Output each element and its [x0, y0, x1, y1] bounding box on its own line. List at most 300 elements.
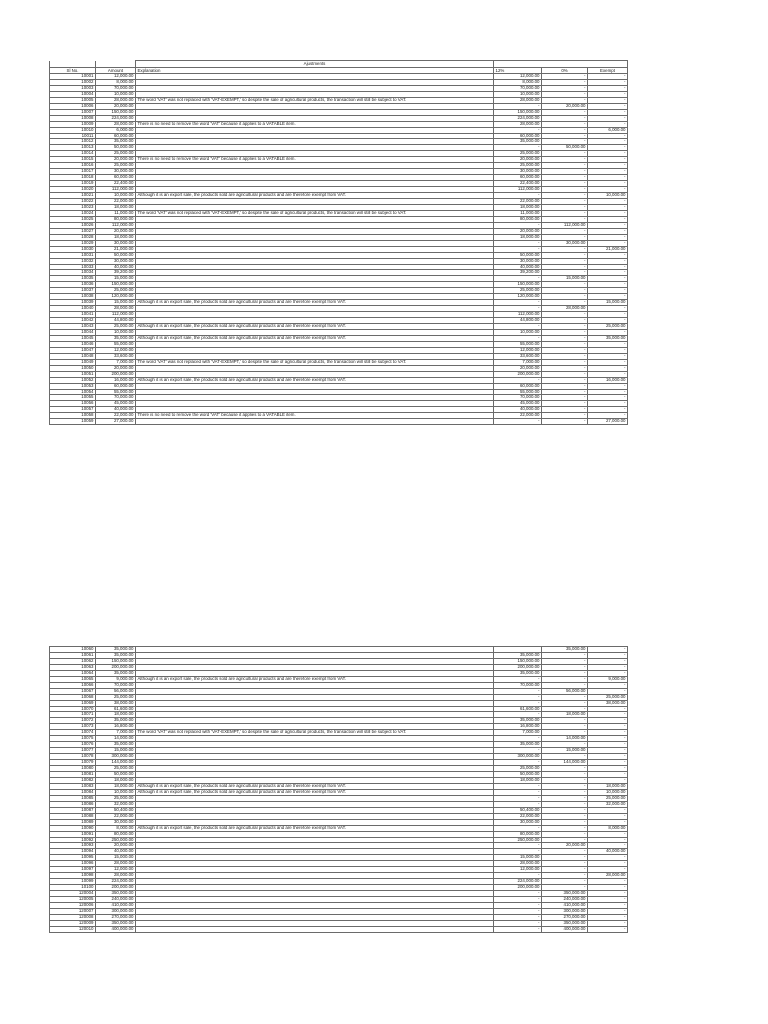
amount-cell: 44,800.00 [96, 318, 136, 324]
amount-cell: 22,000.00 [96, 199, 136, 205]
sl-no-cell: 10021 [50, 193, 96, 199]
exempt-cell: - [588, 902, 628, 908]
exempt-cell: - [588, 91, 628, 97]
zero-rated-cell: 50,000.00 [542, 145, 588, 151]
explanation-cell [136, 926, 494, 932]
amount-cell: 18,000.00 [96, 712, 136, 718]
vat12-cell: - [494, 897, 542, 903]
zero-rated-cell: - [542, 879, 588, 885]
amount-cell: 144,000.00 [96, 760, 136, 766]
sl-no-cell: 10077 [50, 748, 96, 754]
amount-cell: 35,000.00 [96, 652, 136, 658]
sl-no-cell: 120005 [50, 897, 96, 903]
vat12-cell: - [494, 694, 542, 700]
zero-rated-cell: - [542, 855, 588, 861]
exempt-cell: - [588, 742, 628, 748]
amount-cell: 300,000.00 [96, 908, 136, 914]
zero-rated-cell: - [542, 383, 588, 389]
exempt-cell: - [588, 371, 628, 377]
zero-rated-cell: - [542, 210, 588, 216]
amount-cell: 30,000.00 [96, 169, 136, 175]
exempt-cell: - [588, 264, 628, 270]
table-row [50, 926, 628, 932]
amount-cell: 28,000.00 [96, 873, 136, 879]
zero-rated-cell: - [542, 789, 588, 795]
zero-rated-cell: - [542, 783, 588, 789]
vat12-cell: - [494, 902, 542, 908]
zero-rated-cell: 56,000.00 [542, 688, 588, 694]
amount-cell: 11,000.00 [96, 210, 136, 216]
sl-no-cell: 10051 [50, 371, 96, 377]
amount-cell: 15,000.00 [96, 276, 136, 282]
sl-no-cell: 10088 [50, 813, 96, 819]
amount-cell: 27,000.00 [96, 419, 136, 425]
amount-cell: 12,000.00 [96, 347, 136, 353]
zero-rated-cell: - [542, 300, 588, 306]
exempt-cell: - [588, 151, 628, 157]
sl-no-cell: 10002 [50, 79, 96, 85]
exempt-cell: - [588, 772, 628, 778]
zero-rated-cell: - [542, 85, 588, 91]
amount-cell: 35,000.00 [96, 742, 136, 748]
zero-rated-cell: - [542, 389, 588, 395]
sl-no-cell: 10007 [50, 109, 96, 115]
sl-no-cell: 10070 [50, 706, 96, 712]
sl-no-cell: 10003 [50, 85, 96, 91]
zero-rated-cell: - [542, 312, 588, 318]
zero-rated-cell: - [542, 359, 588, 365]
sl-no-cell: 10039 [50, 300, 96, 306]
zero-rated-cell: - [542, 700, 588, 706]
vat12-cell: 35,000.00 [494, 652, 542, 658]
zero-rated-cell: 350,000.00 [542, 891, 588, 897]
vat12-cell: 150,000.00 [494, 282, 542, 288]
exempt-cell: - [588, 216, 628, 222]
amount-header: Amount [96, 67, 136, 74]
vat12-cell: 10,000.00 [494, 91, 542, 97]
sl-no-cell: 10036 [50, 282, 96, 288]
vat12-cell: - [494, 306, 542, 312]
explanation-cell: There is no need to remove the word 'VAT' because it applies to a VATABLE item. [136, 121, 494, 127]
exempt-cell: - [588, 760, 628, 766]
zero-rated-cell: - [542, 867, 588, 873]
exempt-cell: - [588, 294, 628, 300]
sl-no-cell: 10013 [50, 145, 96, 151]
zero-rated-cell: - [542, 819, 588, 825]
zero-rated-cell: - [542, 74, 588, 80]
adjustments-table-top [49, 60, 628, 425]
vat12-cell: - [494, 908, 542, 914]
amount-cell: 50,400.00 [96, 807, 136, 813]
exempt-cell: - [588, 766, 628, 772]
sl-no-cell: 10022 [50, 199, 96, 205]
amount-cell: 18,000.00 [96, 204, 136, 210]
sl-no-cell: 10028 [50, 234, 96, 240]
vat12-cell: - [494, 145, 542, 151]
zero-rated-cell: 30,000.00 [542, 240, 588, 246]
exempt-cell: - [588, 670, 628, 676]
amount-cell: 80,000.00 [96, 216, 136, 222]
zero-rated-cell: - [542, 157, 588, 163]
exempt-cell: - [588, 730, 628, 736]
sl-no-cell: 10100 [50, 885, 96, 891]
exempt-cell: 16,000.00 [588, 377, 628, 383]
vat12-cell: - [494, 300, 542, 306]
zero-rated-cell: 270,000.00 [542, 914, 588, 920]
sl-no-cell: 10038 [50, 294, 96, 300]
amount-cell: 14,000.00 [96, 736, 136, 742]
amount-cell: 39,200.00 [96, 270, 136, 276]
exempt-cell: - [588, 85, 628, 91]
exempt-cell: - [588, 706, 628, 712]
zero-rated-cell: - [542, 139, 588, 145]
amount-cell: 40,000.00 [96, 407, 136, 413]
vat12-cell: 55,000.00 [494, 341, 542, 347]
vat12-cell: 61,600.00 [494, 706, 542, 712]
explanation-cell: There is no need to remove the word 'VAT' because it applies to a VATABLE item. [136, 413, 494, 419]
vat12-cell: 35,000.00 [494, 139, 542, 145]
vat12-cell: 224,000.00 [494, 879, 542, 885]
zero-rated-cell: - [542, 187, 588, 193]
vat12-cell: 39,200.00 [494, 270, 542, 276]
zero-rated-cell: - [542, 264, 588, 270]
zero-rated-cell: - [542, 151, 588, 157]
sl-no-cell: 120008 [50, 914, 96, 920]
exempt-cell: - [588, 258, 628, 264]
sl-no-cell: 10060 [50, 647, 96, 653]
sl-no-cell: 10025 [50, 216, 96, 222]
exempt-cell: - [588, 359, 628, 365]
amount-cell: 112,000.00 [96, 222, 136, 228]
zero-rated-cell: - [542, 664, 588, 670]
vat12-cell: 40,000.00 [494, 407, 542, 413]
vat12-cell: - [494, 700, 542, 706]
zero-rated-cell: - [542, 347, 588, 353]
vat12-cell: 8,000.00 [494, 79, 542, 85]
sl-no-cell: 10096 [50, 861, 96, 867]
vat12-cell: - [494, 377, 542, 383]
vat12-cell: - [494, 789, 542, 795]
sl-no-cell: 10031 [50, 252, 96, 258]
amount-cell: 30,000.00 [96, 258, 136, 264]
sl-no-cell: 10004 [50, 91, 96, 97]
sl-no-cell: 10081 [50, 772, 96, 778]
zero-rated-cell: - [542, 795, 588, 801]
amount-cell: 15,000.00 [96, 300, 136, 306]
exempt-cell: - [588, 718, 628, 724]
amount-cell: 60,000.00 [96, 383, 136, 389]
exempt-cell: - [588, 777, 628, 783]
exempt-cell: - [588, 133, 628, 139]
sl-no-cell: 120007 [50, 908, 96, 914]
sl-no-cell: 10057 [50, 407, 96, 413]
amount-cell: 50,000.00 [96, 252, 136, 258]
vat12-cell: 112,000.00 [494, 312, 542, 318]
amount-cell: 20,000.00 [96, 157, 136, 163]
vat12-cell: 11,000.00 [494, 210, 542, 216]
exempt-cell: - [588, 879, 628, 885]
zero-rated-cell: - [542, 395, 588, 401]
amount-cell: 300,000.00 [96, 754, 136, 760]
sl-no-cell: 10059 [50, 419, 96, 425]
sl-no-cell: 10074 [50, 730, 96, 736]
exempt-cell: - [588, 276, 628, 282]
zero-rated-cell: - [542, 79, 588, 85]
vat12-cell: 40,000.00 [494, 264, 542, 270]
exempt-cell: - [588, 282, 628, 288]
exempt-cell: 6,000.00 [588, 127, 628, 133]
vat12-cell: - [494, 246, 542, 252]
amount-cell: 28,000.00 [96, 306, 136, 312]
zero-rated-cell: - [542, 807, 588, 813]
amount-cell: 10,000.00 [96, 329, 136, 335]
explanation-cell: The word 'VAT' was not replaced with 'VAT-EXEMPT,' so despite the sale of agricultural products, the transaction will still be subject to VAT. [136, 210, 494, 216]
zero-rated-cell: - [542, 193, 588, 199]
amount-cell: 22,000.00 [96, 813, 136, 819]
zero-rated-cell: - [542, 169, 588, 175]
vat12-cell: 60,000.00 [494, 175, 542, 181]
vat12-cell: 22,400.00 [494, 181, 542, 187]
exempt-cell: - [588, 395, 628, 401]
zero-rated-cell: - [542, 676, 588, 682]
sl-no-cell: 10040 [50, 306, 96, 312]
zero-rated-cell: 112,000.00 [542, 222, 588, 228]
vat12-cell: 150,000.00 [494, 109, 542, 115]
zero-rated-cell: - [542, 163, 588, 169]
zero-rated-cell: - [542, 127, 588, 133]
exempt-cell: - [588, 908, 628, 914]
sl-no-cell: 10012 [50, 139, 96, 145]
vat12-cell: - [494, 783, 542, 789]
vat12-cell: 70,000.00 [494, 85, 542, 91]
amount-cell: 30,000.00 [96, 240, 136, 246]
sl-no-cell: 10017 [50, 169, 96, 175]
sl-no-cell: 10073 [50, 724, 96, 730]
sl-no-cell: 10056 [50, 401, 96, 407]
vat12-cell: - [494, 825, 542, 831]
amount-cell: 70,000.00 [96, 395, 136, 401]
amount-cell: 25,000.00 [96, 324, 136, 330]
sl-no-cell: 10058 [50, 413, 96, 419]
vat12-cell: 30,000.00 [494, 169, 542, 175]
vat12-cell: - [494, 891, 542, 897]
zero-rated-cell: - [542, 365, 588, 371]
exempt-cell: - [588, 861, 628, 867]
sl-no-cell: 10069 [50, 700, 96, 706]
amount-cell: 120,000.00 [96, 294, 136, 300]
exempt-cell: - [588, 270, 628, 276]
sl-no-cell: 10035 [50, 276, 96, 282]
amount-cell: 60,000.00 [96, 133, 136, 139]
sl-no-cell: 10071 [50, 712, 96, 718]
sl-no-cell: 10024 [50, 210, 96, 216]
amount-cell: 25,000.00 [96, 694, 136, 700]
exempt-cell: 15,000.00 [588, 300, 628, 306]
zero-rated-cell: - [542, 318, 588, 324]
vat12-cell: - [494, 324, 542, 330]
exempt-cell: 32,000.00 [588, 801, 628, 807]
zero-rated-cell: - [542, 742, 588, 748]
amount-cell: 50,000.00 [96, 772, 136, 778]
amount-cell: 112,000.00 [96, 187, 136, 193]
vat12-cell: 35,000.00 [494, 670, 542, 676]
vat12-cell: 250,000.00 [494, 837, 542, 843]
exempt-header: Exempt [588, 67, 628, 74]
amount-cell: 270,000.00 [96, 914, 136, 920]
sl-no-cell: 120009 [50, 920, 96, 926]
vat12-cell: 28,000.00 [494, 861, 542, 867]
amount-cell: 80,000.00 [96, 831, 136, 837]
amount-cell: 55,000.00 [96, 341, 136, 347]
amount-cell: 18,000.00 [96, 783, 136, 789]
vat12-cell: 150,000.00 [494, 658, 542, 664]
vat12-cell: 12,000.00 [494, 347, 542, 353]
zero-rated-cell: 15,000.00 [542, 276, 588, 282]
vat12-cell: 35,000.00 [494, 742, 542, 748]
exempt-cell: - [588, 240, 628, 246]
exempt-cell: - [588, 682, 628, 688]
sl-no-cell: 120010 [50, 926, 96, 932]
vat12-cell: 33,600.00 [494, 353, 542, 359]
amount-cell: 20,000.00 [96, 365, 136, 371]
exempt-cell: - [588, 365, 628, 371]
sl-no-cell: 10029 [50, 240, 96, 246]
sl-no-cell: 10094 [50, 849, 96, 855]
vat12-cell: 18,000.00 [494, 204, 542, 210]
vat12-cell: 7,000.00 [494, 730, 542, 736]
sl-no-cell: 10045 [50, 335, 96, 341]
vat12-cell: 55,000.00 [494, 389, 542, 395]
amount-cell: 32,000.00 [96, 801, 136, 807]
zero-rated-cell: - [542, 407, 588, 413]
sl-no-cell: 10026 [50, 222, 96, 228]
zero-rated-cell: - [542, 670, 588, 676]
exempt-cell: - [588, 222, 628, 228]
zero-rated-cell: 300,000.00 [542, 908, 588, 914]
amount-cell: 40,000.00 [96, 849, 136, 855]
amount-cell: 20,000.00 [96, 843, 136, 849]
vat12-cell: 18,000.00 [494, 777, 542, 783]
vat12-cell: - [494, 873, 542, 879]
explanation-cell: Although it is an export sale, the products sold are agricultural products and are therefore exempt from VAT. [136, 335, 494, 341]
sl-no-cell: 10018 [50, 175, 96, 181]
amount-cell: 112,000.00 [96, 312, 136, 318]
amount-cell: 200,000.00 [96, 885, 136, 891]
sl-no-cell: 10052 [50, 377, 96, 383]
vat12-cell: 25,000.00 [494, 766, 542, 772]
explanation-cell: Although it is an export sale, the products sold are agricultural products and are therefore exempt from VAT. [136, 825, 494, 831]
vat12-cell: 80,000.00 [494, 831, 542, 837]
vat12-cell: 30,000.00 [494, 819, 542, 825]
sl-no-cell: 10082 [50, 777, 96, 783]
explanation-cell: Although it is an export sale, the products sold are agricultural products and are therefore exempt from VAT. [136, 193, 494, 199]
exempt-cell: - [588, 652, 628, 658]
amount-cell: 35,000.00 [96, 670, 136, 676]
amount-cell: 240,000.00 [96, 897, 136, 903]
exempt-cell: - [588, 79, 628, 85]
zero-rated-cell: - [542, 885, 588, 891]
explanation-cell: The word 'VAT' was not replaced with 'VAT-EXEMPT,' so despite the sale of agricultural products, the transaction will still be subject to VAT. [136, 730, 494, 736]
amount-cell: 12,000.00 [96, 867, 136, 873]
exempt-cell: 35,000.00 [588, 335, 628, 341]
vat12-cell: 300,000.00 [494, 754, 542, 760]
explanation-cell: The word 'VAT' was not replaced with 'VAT-EXEMPT,' so despite the sale of agricultural products, the transaction will still be subject to VAT. [136, 359, 494, 365]
exempt-cell: - [588, 897, 628, 903]
zero-rated-cell: 28,000.00 [542, 306, 588, 312]
exempt-cell: - [588, 109, 628, 115]
amount-cell: 22,000.00 [96, 413, 136, 419]
exempt-cell: - [588, 288, 628, 294]
amount-cell: 224,000.00 [96, 115, 136, 121]
vat12-cell: 18,000.00 [494, 234, 542, 240]
zero-rated-cell: - [542, 353, 588, 359]
vat12-cell: 35,000.00 [494, 718, 542, 724]
exempt-cell: - [588, 867, 628, 873]
zero-rated-cell: - [542, 813, 588, 819]
zero-rated-cell: - [542, 658, 588, 664]
sl-no-cell: 10061 [50, 652, 96, 658]
amount-cell: 350,000.00 [96, 891, 136, 897]
zero-rated-cell: - [542, 252, 588, 258]
zero-rated-cell: - [542, 724, 588, 730]
sl-no-cell: 10019 [50, 181, 96, 187]
vat12-cell: - [494, 712, 542, 718]
sl-no-cell: 10064 [50, 670, 96, 676]
exempt-cell: 21,000.00 [588, 246, 628, 252]
amount-cell: 18,000.00 [96, 234, 136, 240]
exempt-cell: - [588, 813, 628, 819]
exempt-cell: - [588, 831, 628, 837]
amount-cell: 50,000.00 [96, 145, 136, 151]
sl-no-cell: 10046 [50, 341, 96, 347]
vat12-cell: 120,000.00 [494, 294, 542, 300]
exempt-cell: 38,000.00 [588, 700, 628, 706]
zero-rated-cell: - [542, 133, 588, 139]
sl-no-cell: 10010 [50, 127, 96, 133]
amount-cell: 16,000.00 [96, 377, 136, 383]
zero-rated-cell: - [542, 849, 588, 855]
sl-no-cell: 10090 [50, 825, 96, 831]
zero-rated-cell: - [542, 772, 588, 778]
sl-no-cell: 10084 [50, 789, 96, 795]
amount-cell: 33,600.00 [96, 353, 136, 359]
zero-rated-cell: - [542, 97, 588, 103]
vat12-cell: 200,000.00 [494, 664, 542, 670]
amount-cell: 15,000.00 [96, 748, 136, 754]
exempt-cell: - [588, 926, 628, 932]
zero-rated-cell: - [542, 754, 588, 760]
vat12-cell: 28,000.00 [494, 97, 542, 103]
exempt-cell: - [588, 383, 628, 389]
vat12-cell: 25,000.00 [494, 163, 542, 169]
exempt-cell: - [588, 347, 628, 353]
exempt-cell: - [588, 401, 628, 407]
vat12-cell: - [494, 419, 542, 425]
zero-rated-cell: 20,000.00 [542, 843, 588, 849]
vat12-cell: - [494, 240, 542, 246]
amount-cell: 150,000.00 [96, 282, 136, 288]
zero-rated-cell: - [542, 204, 588, 210]
zero-rated-cell: - [542, 216, 588, 222]
exempt-cell: - [588, 389, 628, 395]
vat12-cell: - [494, 276, 542, 282]
exempt-cell: - [588, 312, 628, 318]
amount-cell: 16,800.00 [96, 724, 136, 730]
amount-cell: 400,000.00 [96, 926, 136, 932]
vat12-cell: 50,000.00 [494, 772, 542, 778]
vat12-cell: 44,800.00 [494, 318, 542, 324]
sl-no-cell: 10023 [50, 204, 96, 210]
